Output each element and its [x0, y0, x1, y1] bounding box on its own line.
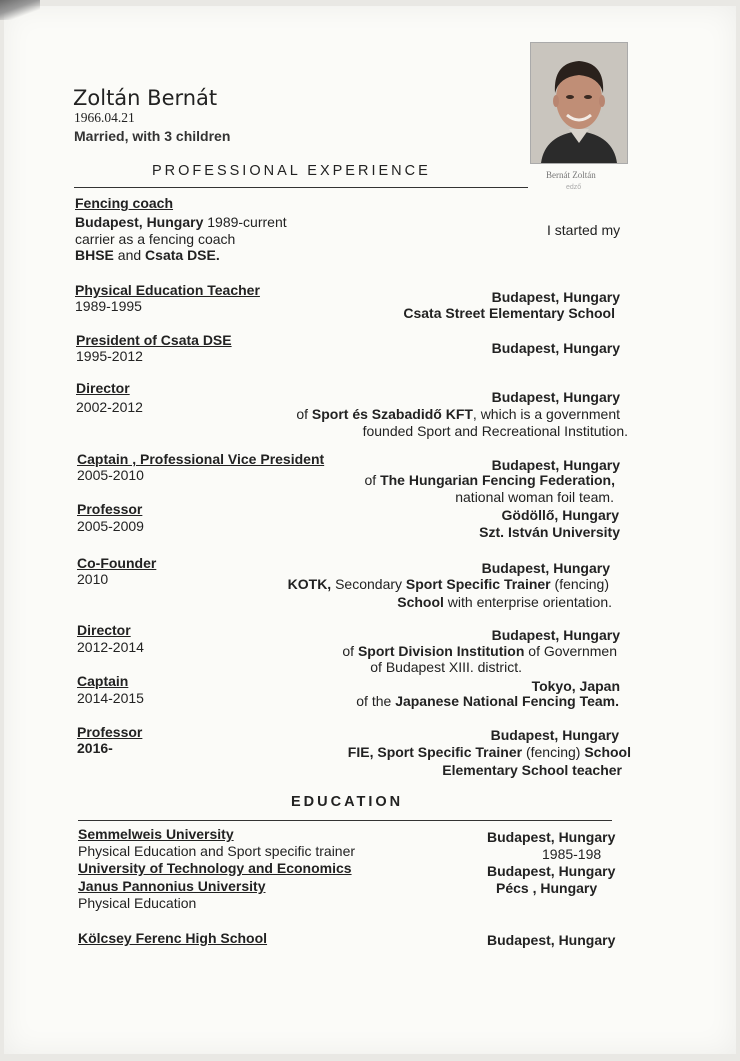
professor-city-2: Budapest, Hungary [490, 727, 619, 743]
fencing-coach-line3: BHSE and Csata DSE. [75, 247, 220, 263]
director-org-1: of Sport és Szabadidő KFT, which is a government [296, 406, 620, 422]
captain-city-1: Budapest, Hungary [491, 457, 620, 473]
professor-title-1: Professor [77, 501, 143, 517]
professor-role-2: Elementary School teacher [442, 762, 622, 778]
janus-university-title: Janus Pannonius University [78, 878, 266, 894]
kolcsey-school-title: Kölcsey Ferenc High School [78, 930, 268, 946]
director-city-1: Budapest, Hungary [491, 389, 620, 405]
janus-university-city: Pécs , Hungary [496, 880, 598, 896]
director-title-2: Director [77, 622, 131, 638]
president-years: 1995-2012 [76, 348, 143, 364]
captain-title-1: Captain , Professional Vice President [77, 451, 325, 467]
professor-years-1: 2005-2009 [77, 518, 144, 534]
pe-teacher-place: Csata Street Elementary School [403, 305, 615, 321]
captain-org-2: of the Japanese National Fencing Team. [356, 693, 619, 709]
president-title: President of Csata DSE [76, 332, 232, 348]
director-title-1: Director [76, 380, 130, 396]
fencing-coach-line2: carrier as a fencing coach [75, 231, 236, 247]
marital-status: Married, with 3 children [74, 128, 231, 144]
semmelweis-years: 1985-198 [542, 846, 602, 862]
tech-university-city: Budapest, Hungary [487, 863, 616, 879]
kolcsey-school-city: Budapest, Hungary [487, 932, 616, 948]
candidate-name: Zoltán Bernát [73, 86, 218, 110]
cofounder-city: Budapest, Hungary [481, 560, 610, 576]
semmelweis-city: Budapest, Hungary [487, 829, 616, 845]
captain-city-2: Tokyo, Japan [531, 678, 620, 694]
professor-city-1: Gödöllő, Hungary [501, 507, 619, 523]
fencing-coach-title: Fencing coach [75, 195, 174, 211]
semmelweis-title: Semmelweis University [78, 826, 234, 842]
experience-heading: PROFESSIONAL EXPERIENCE [152, 163, 431, 179]
cofounder-desc: School with enterprise orientation. [397, 594, 612, 610]
professor-place-1: Szt. István University [479, 524, 620, 540]
pe-teacher-title: Physical Education Teacher [75, 282, 260, 298]
director-city-2: Budapest, Hungary [491, 627, 620, 643]
director-years-2: 2012-2014 [77, 639, 144, 655]
captain-team-1: national woman foil team. [455, 489, 614, 505]
page-corner-shadow [0, 0, 40, 20]
intro-text: I started my [547, 222, 621, 238]
janus-university-desc: Physical Education [78, 895, 197, 911]
president-city: Budapest, Hungary [491, 340, 620, 356]
cofounder-org: KOTK, Secondary Sport Specific Trainer (fencing) [287, 576, 609, 592]
captain-org-1: of The Hungarian Fencing Federation, [364, 472, 615, 488]
fencing-coach-line1: Budapest, Hungary 1989-current [75, 214, 287, 230]
director-org-2: of Sport Division Institution of Governmen [342, 643, 617, 659]
captain-title-2: Captain [77, 673, 129, 689]
captain-years-2: 2014-2015 [77, 690, 144, 706]
education-rule [78, 820, 612, 821]
pe-teacher-city: Budapest, Hungary [491, 289, 620, 305]
photo-caption: Bernát Zoltán [546, 170, 596, 180]
professor-years-2: 2016- [77, 740, 113, 756]
education-heading: EDUCATION [291, 794, 404, 810]
cofounder-years: 2010 [77, 571, 109, 587]
semmelweis-desc: Physical Education and Sport specific trainer [78, 843, 356, 859]
professor-title-2: Professor [77, 724, 143, 740]
profile-photo [530, 42, 628, 164]
tech-university-title: University of Technology and Economics [78, 860, 352, 876]
director-district-2: of Budapest XIII. district. [370, 659, 522, 675]
date-of-birth: 1966.04.21 [74, 110, 135, 125]
captain-years-1: 2005-2010 [77, 467, 144, 483]
photo-subcaption: edző [566, 184, 582, 191]
cofounder-title: Co-Founder [77, 555, 157, 571]
experience-rule [74, 187, 528, 188]
portrait-image [531, 43, 627, 163]
professor-org-2: FIE, Sport Specific Trainer (fencing) School [347, 744, 631, 760]
pe-teacher-years: 1989-1995 [75, 298, 142, 314]
director-years-1: 2002-2012 [76, 399, 143, 415]
director-desc-1: founded Sport and Recreational Institution. [362, 423, 628, 439]
